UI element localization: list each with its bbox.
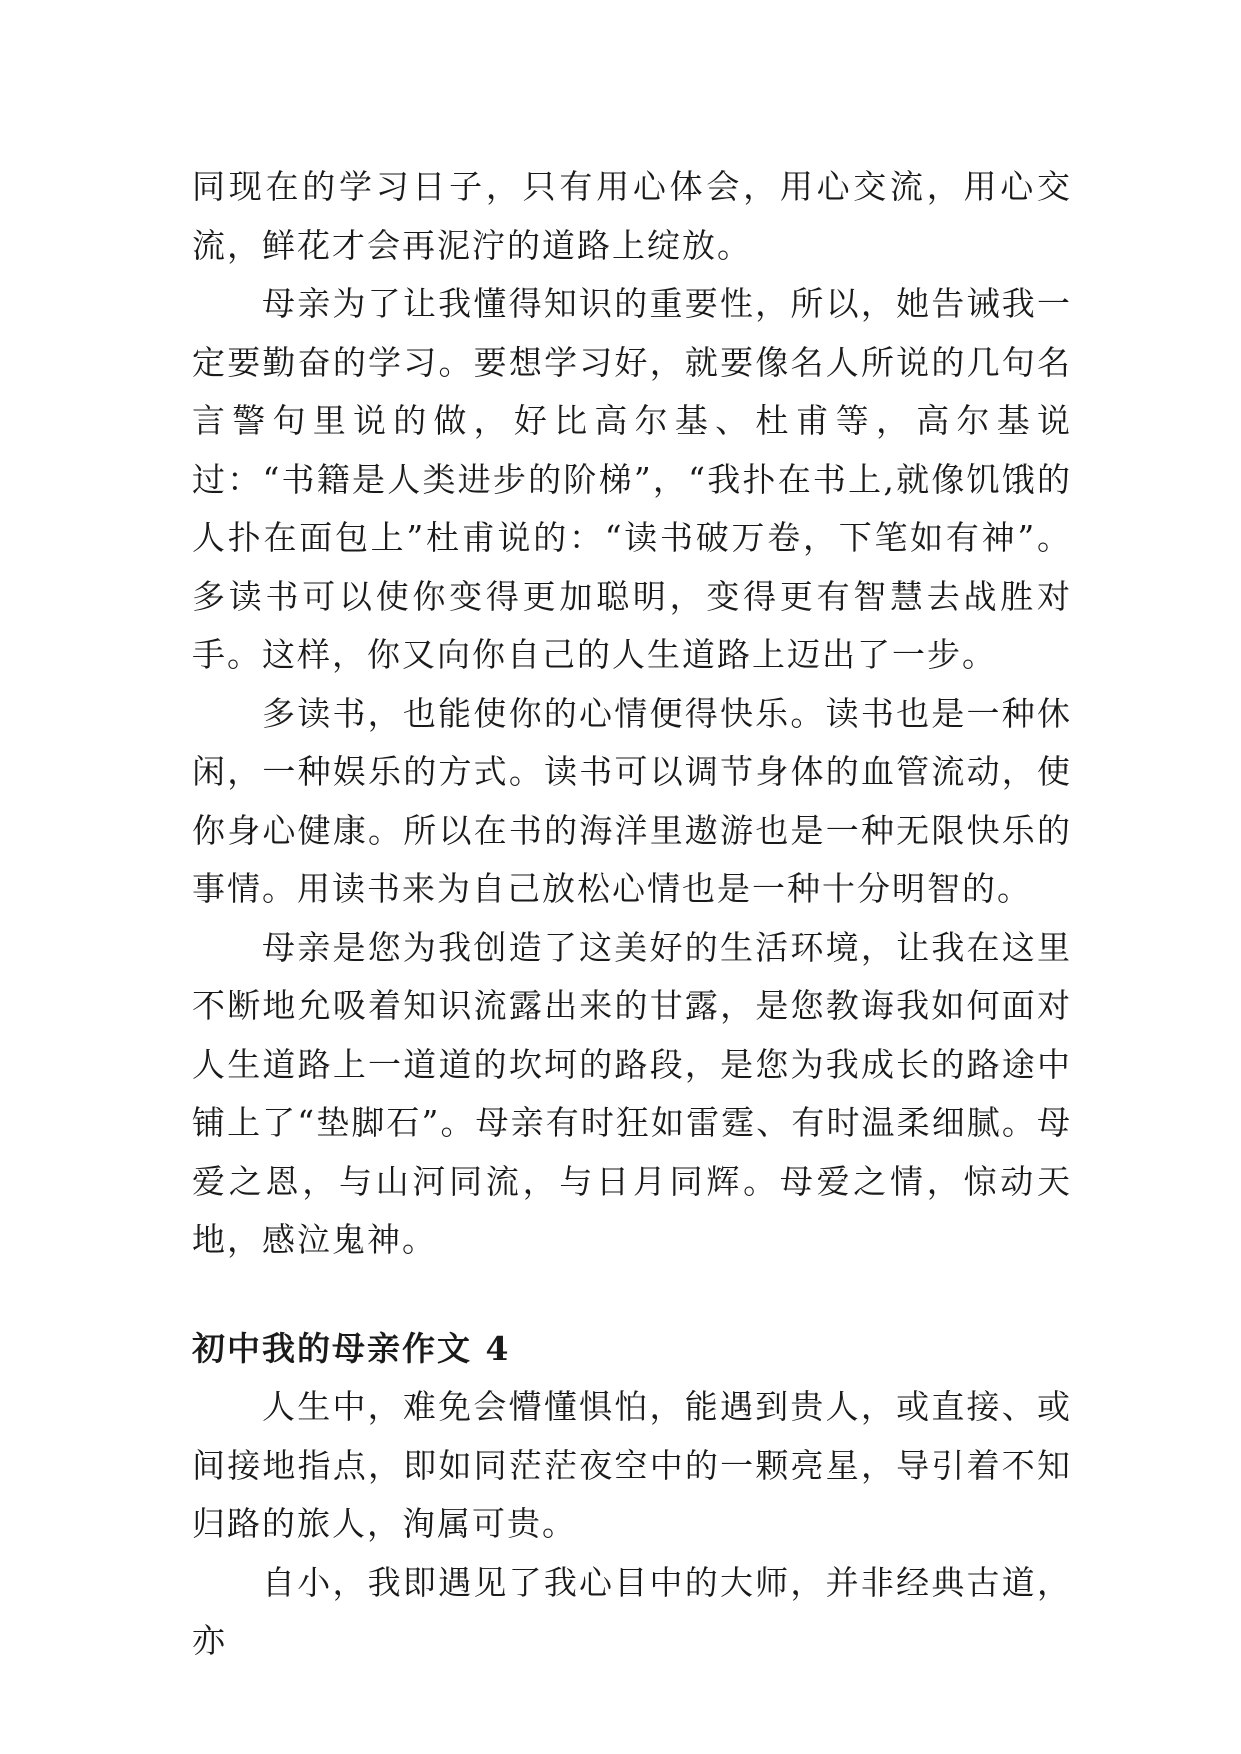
paragraph-3: 多读书，也能使你的心情便得快乐。读书也是一种休闲，一种娱乐的方式。读书可以调节身体的血管流动，使你身心健康。所以在书的海洋里遨游也是一种无限快乐的事情。用读书来为自己放松心情也是一种十分明智的。 bbox=[192, 693, 1072, 908]
paragraph-2: 母亲为了让我懂得知识的重要性，所以，她告诫我一定要勤奋的学习。要想学习好，就要像名人所说的几句名言警句里说的做，好比高尔基、杜甫等，高尔基说过：“书籍是人类进步的阶梯”，“我扑在书上,就像饥饿的人扑在面包上”杜甫说的：“读书破万卷，下笔如有神”。多读书可以使你变得更加聪明，变得更有智慧去战胜对手。这样，你又向你自己的人生道路上迈出了一步。 bbox=[192, 284, 1072, 674]
paragraph-1: 同现在的学习日子，只有用心体会，用心交流，用心交流，鲜花才会再泥泞的道路上绽放。 bbox=[192, 167, 1072, 265]
document-body bbox=[192, 158, 1072, 1671]
paragraph-4: 母亲是您为我创造了这美好的生活环境，让我在这里不断地允吸着知识流露出来的甘露，是您教诲我如何面对人生道路上一道道的坎坷的路段，是您为我成长的路途中铺上了“垫脚石”。母亲有时狂如雷霆、有时温柔细腻。母爱之恩，与山河同流，与日月同辉。母爱之情，惊动天地，感泣鬼神。 bbox=[192, 927, 1072, 1259]
paragraph-6: 自小，我即遇见了我心目中的大师，并非经典古道，亦 bbox=[192, 1562, 1072, 1660]
paragraph-5: 人生中，难免会懵懂惧怕，能遇到贵人，或直接、或间接地指点，即如同茫茫夜空中的一颗亮星，导引着不知归路的旅人，洵属可贵。 bbox=[192, 1387, 1072, 1543]
section-title: 初中我的母亲作文 4 bbox=[192, 1328, 511, 1368]
